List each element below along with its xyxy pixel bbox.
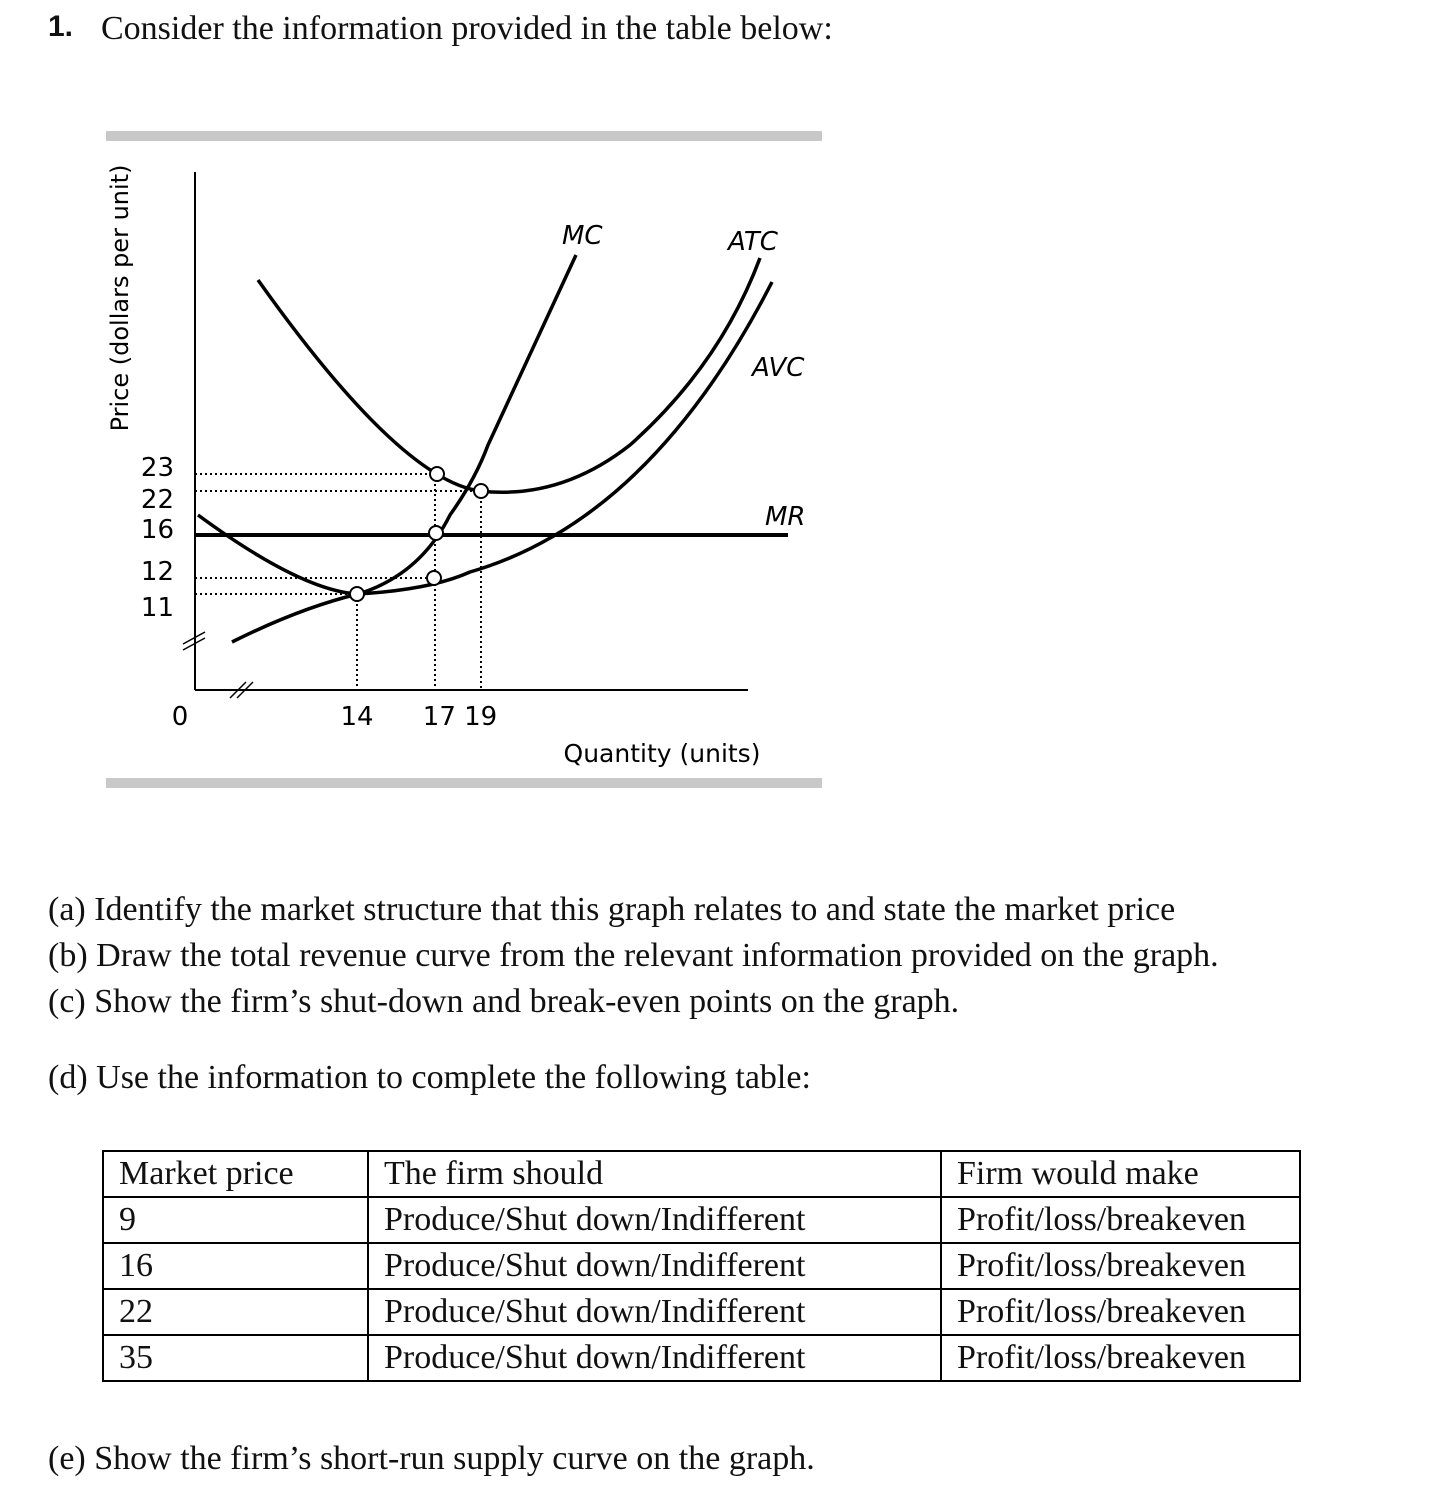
- part-c: (c) Show the firm’s shut-down and break-even points on the graph.: [48, 983, 960, 1020]
- cell-decision: Produce/Shut down/Indifferent: [368, 1243, 941, 1289]
- atc-curve: [258, 258, 760, 492]
- y-axis-label: Price (dollars per unit): [106, 164, 134, 432]
- x-axis-label: Quantity (units): [563, 739, 761, 768]
- header-market-price: Market price: [103, 1151, 368, 1197]
- question-intro: Consider the information provided in the table below:: [101, 10, 833, 47]
- y-tick-12: 12: [140, 557, 174, 587]
- x-tick-14: 14: [340, 702, 374, 732]
- cell-outcome: Profit/loss/breakeven: [941, 1289, 1300, 1335]
- point-q19-p22: [474, 484, 488, 498]
- table-row: [103, 1289, 1300, 1335]
- cell-outcome: Profit/loss/breakeven: [941, 1197, 1300, 1243]
- y-tick-23: 23: [140, 453, 174, 483]
- cell-outcome: Profit/loss/breakeven: [941, 1335, 1300, 1381]
- cell-decision: Produce/Shut down/Indifferent: [368, 1197, 941, 1243]
- point-q14-p11: [350, 587, 364, 601]
- cell-price: 16: [103, 1243, 368, 1289]
- graph-top-bar: [106, 131, 822, 141]
- y-tick-16: 16: [140, 515, 174, 545]
- table-row: [103, 1243, 1300, 1289]
- part-d: (d) Use the information to complete the following table:: [48, 1059, 811, 1096]
- part-e: (e) Show the firm’s short-run supply curve on the graph.: [48, 1440, 815, 1477]
- mc-label: MC: [562, 221, 603, 251]
- point-q17-p16: [429, 526, 443, 540]
- avc-label: AVC: [752, 353, 805, 383]
- cell-decision: Produce/Shut down/Indifferent: [368, 1289, 941, 1335]
- part-a: (a) Identify the market structure that this graph relates to and state the market price: [48, 891, 1176, 928]
- x-tick-17-19: 17 19: [422, 702, 498, 732]
- avc-curve: [198, 282, 772, 594]
- atc-label: ATC: [728, 227, 778, 257]
- graph-bottom-bar: [106, 778, 822, 788]
- origin-label: 0: [171, 702, 189, 732]
- point-q17-p23: [430, 467, 444, 481]
- mr-label: MR: [765, 502, 806, 532]
- question-number: 1.: [48, 10, 74, 43]
- table-row: [103, 1335, 1300, 1381]
- answer-table: [102, 1150, 1301, 1382]
- cell-price: 22: [103, 1289, 368, 1335]
- table-row: [103, 1197, 1300, 1243]
- cell-price: 9: [103, 1197, 368, 1243]
- header-firm-should: The firm should: [368, 1151, 941, 1197]
- table-header-row: [103, 1151, 1300, 1197]
- header-firm-would-make: Firm would make: [941, 1151, 1300, 1197]
- part-b: (b) Draw the total revenue curve from the relevant information provided on the graph.: [48, 937, 1219, 974]
- cell-outcome: Profit/loss/breakeven: [941, 1243, 1300, 1289]
- cell-decision: Produce/Shut down/Indifferent: [368, 1335, 941, 1381]
- y-tick-11: 11: [140, 593, 174, 623]
- point-q17-p12: [427, 571, 441, 585]
- y-tick-22: 22: [140, 485, 174, 515]
- cell-price: 35: [103, 1335, 368, 1381]
